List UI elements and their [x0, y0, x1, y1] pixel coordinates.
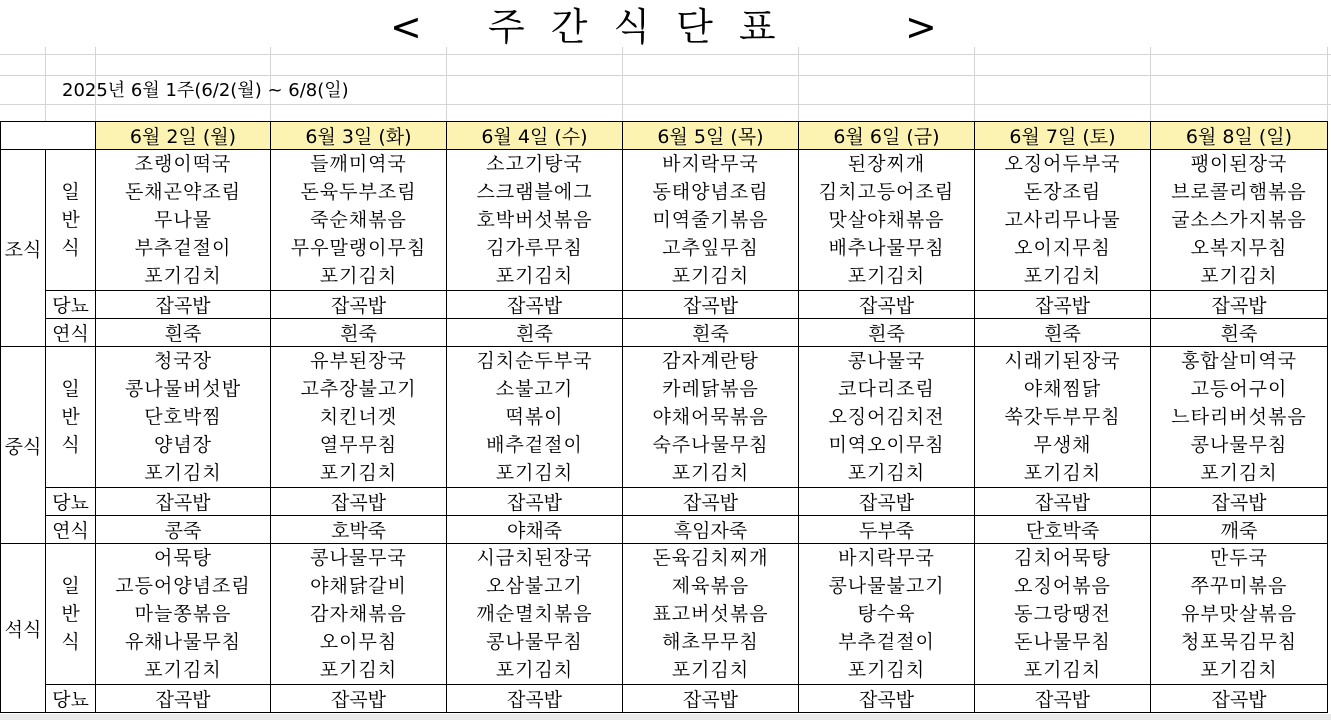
menu-cell: [447, 544, 623, 685]
menu-item: 시래기된장국: [1004, 350, 1121, 372]
menu-item: 포기김치: [144, 462, 222, 484]
menu-item: 호박버섯볶음: [476, 209, 593, 231]
soft-diet-cell: 단호박죽: [975, 516, 1151, 544]
menu-item: 쑥갓두부무침: [1004, 406, 1121, 428]
menu-cell: [271, 150, 447, 291]
menu-item: 돈나물무침: [1014, 631, 1111, 653]
diabetic-cell: 잡곡밥: [96, 685, 271, 713]
day-header: 6월 3일 (화): [271, 122, 447, 150]
soft-diet-cell: 콩죽: [96, 516, 271, 544]
soft-diet-cell: 흰죽: [96, 319, 271, 347]
week-label: 2025년 6월 1주(6/2(월) ~ 6/8(일): [62, 80, 349, 101]
menu-item: 오이무침: [319, 631, 398, 653]
diabetic-diet-label: 당뇨: [46, 291, 96, 319]
meal-name-cell: 중식: [1, 347, 46, 544]
diabetic-cell: 잡곡밥: [271, 685, 447, 713]
menu-item: 포기김치: [495, 265, 574, 287]
diabetic-cell: 잡곡밥: [975, 291, 1151, 319]
menu-item: 콩나물무국: [310, 547, 407, 569]
menu-item: 포기김치: [319, 659, 398, 681]
menu-cell: [623, 150, 799, 291]
menu-item: 바지락무국: [662, 153, 759, 175]
menu-item: 카레닭볶음: [662, 378, 759, 400]
diabetic-diet-label: 당뇨: [46, 685, 96, 713]
menu-cell: [271, 544, 447, 685]
menu-item: 된장찌개: [847, 153, 926, 175]
menu-item: 콩나물버섯밥: [124, 378, 242, 400]
menu-item: 포기김치: [671, 659, 750, 681]
menu-item: 돈육김치찌개: [652, 547, 769, 569]
menu-item: 고추장불고기: [300, 378, 417, 400]
menu-item: 깨순멸치볶음: [476, 603, 593, 625]
menu-item: 고사리무나물: [1004, 209, 1121, 231]
day-header: 6월 4일 (수): [447, 122, 623, 150]
menu-item: 고등어양념조림: [115, 575, 251, 597]
menu-item: 단호박찜: [144, 406, 222, 428]
menu-item: 포기김치: [495, 659, 574, 681]
menu-item: 스크램블에그: [476, 181, 593, 203]
day-header: 6월 2일 (월): [96, 122, 271, 150]
menu-item: 유부맛살볶음: [1180, 603, 1298, 625]
title-close-bracket: >: [905, 5, 937, 49]
diabetic-cell: 잡곡밥: [447, 291, 623, 319]
menu-item: 돈채곤약조림: [124, 181, 242, 203]
meal-diabetic-row: [1, 488, 1328, 516]
day-header: 6월 5일 (목): [623, 122, 799, 150]
menu-cell: [623, 544, 799, 685]
menu-cell: [271, 347, 447, 488]
menu-item: 조랭이떡국: [134, 153, 232, 175]
menu-item: 콩나물무침: [1190, 434, 1288, 456]
soft-diet-cell: 흰죽: [447, 319, 623, 347]
menu-item: 들깨미역국: [310, 153, 407, 175]
menu-item: 야채찜닭: [1023, 378, 1102, 400]
menu-item: 유부된장국: [310, 350, 407, 372]
soft-diet-cell: 흰죽: [271, 319, 447, 347]
general-diet-label: 일 반 식: [46, 150, 96, 291]
menu-item: 포기김치: [1023, 462, 1102, 484]
menu-item: 오징어두부국: [1004, 153, 1121, 175]
soft-diet-cell: 흰죽: [1151, 319, 1328, 347]
diabetic-cell: 잡곡밥: [447, 488, 623, 516]
menu-item: 무생채: [1033, 434, 1092, 456]
menu-cell: [975, 544, 1151, 685]
diabetic-cell: 잡곡밥: [271, 291, 447, 319]
menu-item: 감자계란탕: [662, 350, 759, 372]
sheet-bottom-edge: [0, 714, 1331, 720]
diabetic-cell: 잡곡밥: [975, 488, 1151, 516]
menu-item: 고추잎무침: [662, 237, 759, 259]
day-header: 6월 8일 (일): [1151, 122, 1328, 150]
menu-item: 팽이된장국: [1190, 153, 1288, 175]
menu-item: 유채나물무침: [124, 631, 242, 653]
menu-item: 야채닭갈비: [310, 575, 407, 597]
menu-item: 표고버섯볶음: [652, 603, 769, 625]
page-title: [0, 4, 1331, 50]
menu-item: 브로콜리햄볶음: [1171, 181, 1307, 203]
menu-item: 콩나물국: [847, 350, 926, 372]
meal-general-row: [1, 347, 1328, 488]
menu-item: 포기김치: [319, 265, 398, 287]
menu-item: 느타리버섯볶음: [1171, 406, 1307, 428]
meal-general-row: [1, 150, 1328, 291]
diabetic-cell: 잡곡밥: [96, 291, 271, 319]
menu-item: 미역오이무침: [828, 434, 945, 456]
diabetic-cell: 잡곡밥: [96, 488, 271, 516]
meal-name-cell: 석식: [1, 544, 46, 713]
diabetic-cell: 잡곡밥: [623, 291, 799, 319]
menu-item: 오징어볶음: [1014, 575, 1111, 597]
menu-item: 치킨너겟: [319, 406, 398, 428]
menu-item: 청포묵김무침: [1180, 631, 1298, 653]
diabetic-cell: 잡곡밥: [975, 685, 1151, 713]
menu-item: 야채어묵볶음: [652, 406, 769, 428]
general-diet-label: 일 반 식: [46, 544, 96, 685]
soft-diet-cell: 깨죽: [1151, 516, 1328, 544]
menu-item: 코다리조림: [838, 378, 935, 400]
menu-cell: [1151, 347, 1328, 488]
diabetic-cell: 잡곡밥: [799, 291, 975, 319]
menu-item: 오징어김치전: [828, 406, 945, 428]
meal-diabetic-row: [1, 685, 1328, 713]
general-diet-label: 일 반 식: [46, 347, 96, 488]
menu-item: 김치어묵탕: [1014, 547, 1111, 569]
menu-item: 포기김치: [847, 659, 926, 681]
menu-item: 돈육두부조림: [300, 181, 417, 203]
menu-item: 마늘쫑볶음: [134, 603, 232, 625]
menu-item: 포기김치: [144, 659, 222, 681]
menu-cell: [1151, 150, 1328, 291]
menu-item: 김치고등어조림: [818, 181, 955, 203]
soft-diet-cell: 호박죽: [271, 516, 447, 544]
menu-item: 홍합살미역국: [1180, 350, 1298, 372]
menu-cell: [96, 544, 271, 685]
day-header: 6월 7일 (토): [975, 122, 1151, 150]
menu-item: 숙주나물무침: [652, 434, 769, 456]
menu-item: 포기김치: [671, 462, 750, 484]
menu-item: 열무무침: [319, 434, 398, 456]
title-text: 주간식단표: [488, 5, 802, 49]
menu-item: 포기김치: [1200, 462, 1278, 484]
menu-item: 돈장조림: [1023, 181, 1102, 203]
menu-item: 굴소스가지볶음: [1171, 209, 1307, 231]
menu-cell: [799, 544, 975, 685]
soft-diet-cell: 흰죽: [623, 319, 799, 347]
menu-item: 포기김치: [847, 462, 926, 484]
menu-item: 오복지무침: [1190, 237, 1288, 259]
diabetic-cell: 잡곡밥: [799, 488, 975, 516]
meal-name-cell: 조식: [1, 150, 46, 347]
meal-general-row: [1, 544, 1328, 685]
soft-diet-cell: 야채죽: [447, 516, 623, 544]
diabetic-diet-label: 당뇨: [46, 488, 96, 516]
diabetic-cell: 잡곡밥: [1151, 291, 1328, 319]
soft-diet-cell: 흰죽: [799, 319, 975, 347]
soft-diet-label: 연식: [46, 516, 96, 544]
menu-item: 동그랑땡전: [1014, 603, 1111, 625]
menu-item: 오이지무침: [1014, 237, 1111, 259]
menu-item: 포기김치: [144, 265, 222, 287]
menu-item: 포기김치: [847, 265, 926, 287]
day-header: 6월 6일 (금): [799, 122, 975, 150]
menu-item: 떡볶이: [505, 406, 564, 428]
menu-item: 양념장: [153, 434, 213, 456]
menu-cell: [96, 347, 271, 488]
menu-item: 시금치된장국: [476, 547, 593, 569]
soft-diet-cell: 흰죽: [975, 319, 1151, 347]
menu-table: [0, 121, 1328, 713]
menu-item: 부추겉절이: [838, 631, 935, 653]
diabetic-cell: 잡곡밥: [1151, 488, 1328, 516]
menu-item: 고등어구이: [1190, 378, 1288, 400]
menu-item: 포기김치: [1200, 659, 1278, 681]
header-blank-cell: [1, 122, 96, 150]
menu-cell: [799, 150, 975, 291]
menu-item: 동태양념조림: [652, 181, 769, 203]
menu-item: 포기김치: [495, 462, 574, 484]
menu-cell: [623, 347, 799, 488]
menu-cell: [975, 150, 1151, 291]
menu-item: 어묵탕: [153, 547, 213, 569]
menu-cell: [1151, 544, 1328, 685]
menu-cell: [799, 347, 975, 488]
menu-cell: [447, 150, 623, 291]
menu-item: 탕수육: [857, 603, 916, 625]
header-row: [1, 122, 1328, 150]
meal-soft-row: [1, 319, 1328, 347]
menu-item: 포기김치: [319, 462, 398, 484]
menu-item: 죽순채볶음: [310, 209, 407, 231]
menu-item: 바지락무국: [838, 547, 935, 569]
menu-item: 포기김치: [1023, 265, 1102, 287]
meal-soft-row: [1, 516, 1328, 544]
menu-item: 감자채볶음: [310, 603, 407, 625]
soft-diet-label: 연식: [46, 319, 96, 347]
menu-item: 무나물: [153, 209, 213, 231]
title-open-bracket: <: [390, 5, 422, 49]
menu-item: 배추겉절이: [486, 434, 583, 456]
menu-item: 김가루무침: [486, 237, 583, 259]
menu-item: 소고기탕국: [486, 153, 583, 175]
menu-item: 포기김치: [1200, 265, 1278, 287]
menu-item: 쭈꾸미볶음: [1190, 575, 1288, 597]
menu-item: 미역줄기볶음: [652, 209, 769, 231]
menu-item: 제육볶음: [671, 575, 750, 597]
menu-item: 오삼불고기: [486, 575, 583, 597]
menu-item: 배추나물무침: [828, 237, 945, 259]
soft-diet-cell: 흑임자죽: [623, 516, 799, 544]
menu-item: 소불고기: [495, 378, 574, 400]
menu-item: 부추겉절이: [134, 237, 232, 259]
menu-item: 포기김치: [1023, 659, 1102, 681]
menu-item: 청국장: [153, 350, 213, 372]
diabetic-cell: 잡곡밥: [623, 488, 799, 516]
diabetic-cell: 잡곡밥: [623, 685, 799, 713]
menu-item: 김치순두부국: [476, 350, 593, 372]
menu-cell: [975, 347, 1151, 488]
menu-cell: [447, 347, 623, 488]
menu-item: 콩나물무침: [486, 631, 583, 653]
diabetic-cell: 잡곡밥: [799, 685, 975, 713]
diabetic-cell: 잡곡밥: [447, 685, 623, 713]
soft-diet-cell: 두부죽: [799, 516, 975, 544]
diabetic-cell: 잡곡밥: [271, 488, 447, 516]
menu-item: 해초무무침: [662, 631, 759, 653]
menu-item: 만두국: [1209, 547, 1269, 569]
menu-item: 맛살야채볶음: [828, 209, 945, 231]
menu-item: 콩나물불고기: [828, 575, 945, 597]
meal-diabetic-row: [1, 291, 1328, 319]
menu-cell: [96, 150, 271, 291]
diabetic-cell: 잡곡밥: [1151, 685, 1328, 713]
menu-item: 포기김치: [671, 265, 750, 287]
menu-item: 무우말랭이무침: [290, 237, 427, 259]
